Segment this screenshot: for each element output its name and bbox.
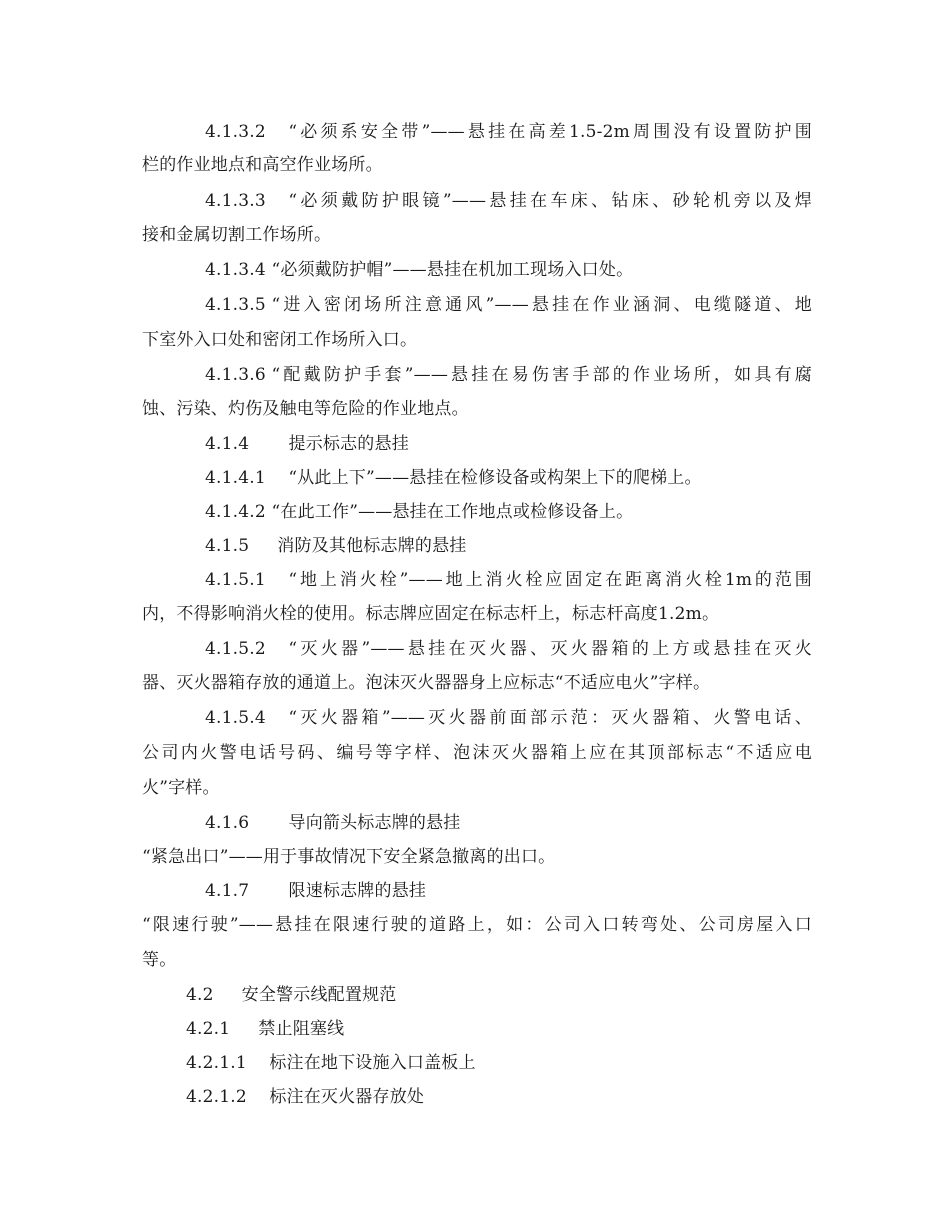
paragraph-text: “在此工作”——悬挂在工作地点或检修设备上。 (271, 502, 634, 522)
paragraph-line (142, 672, 812, 694)
section-number: 4.1.4.2 (205, 502, 266, 522)
paragraph-line (142, 224, 812, 246)
paragraph-line (186, 1086, 812, 1108)
paragraph-text: “从此上下”——悬挂在检修设备或构架上下的爬梯上。 (288, 468, 702, 488)
section-number: 4.2.1 (186, 1019, 231, 1039)
paragraph-text: “地上消火栓”——地上消火栓应固定在距离消火栓1m的范围 (288, 570, 812, 590)
section-number: 4.2.1.2 (186, 1087, 247, 1107)
heading-text: 限速标志牌的悬挂 (288, 881, 427, 901)
paragraph-line (142, 154, 812, 176)
paragraph-text: “配戴防护手套”——悬挂在易伤害手部的作业场所，如具有腐 (271, 365, 812, 385)
section-number: 4.1.3.2 (205, 122, 266, 142)
section-heading (186, 984, 812, 1006)
paragraph-line (142, 914, 812, 936)
section-heading (186, 1018, 812, 1040)
section-heading (205, 880, 812, 902)
paragraph-line (205, 294, 812, 316)
paragraph-text: 接和金属切割工作场所。 (142, 225, 332, 245)
paragraph-line (205, 569, 812, 591)
section-number: 4.1.3.3 (205, 191, 266, 211)
paragraph-line (186, 1052, 812, 1074)
paragraph-text: “必须系安全带”——悬挂在高差1.5-2m周围没有设置防护围 (288, 122, 812, 142)
paragraph-text: “必须戴防护眼镜”——悬挂在车床、钻床、砂轮机旁以及焊 (288, 191, 812, 211)
paragraph-line (205, 638, 812, 660)
section-number: 4.1.3.6 (205, 365, 266, 385)
heading-text: 禁止阻塞线 (258, 1019, 345, 1039)
section-number: 4.2 (186, 985, 214, 1005)
paragraph-text: 栏的作业地点和高空作业场所。 (142, 155, 383, 175)
section-number: 4.1.3.5 (205, 295, 266, 315)
paragraph-line (205, 501, 812, 523)
paragraph-text: “灭火器”——悬挂在灭火器、灭火器箱的上方或悬挂在灭火 (288, 639, 812, 659)
paragraph-line (142, 846, 812, 868)
paragraph-text: 器、灭火器箱存放的通道上。泡沫灭火器器身上应标志“不适应电火”字样。 (142, 673, 711, 693)
heading-text: 消防及其他标志牌的悬挂 (277, 536, 467, 556)
paragraph-text: 火”字样。 (142, 778, 220, 798)
heading-text: 提示标志的悬挂 (288, 434, 409, 454)
paragraph-text: “紧急出口”——用于事故情况下安全紧急撤离的出口。 (142, 847, 556, 867)
paragraph-text: 蚀、污染、灼伤及触电等危险的作业地点。 (142, 399, 469, 419)
paragraph-line (205, 364, 812, 386)
paragraph-text: 等。 (142, 950, 177, 970)
paragraph-text: 公司内火警电话号码、编号等字样、泡沫灭火器箱上应在其顶部标志“不适应电 (142, 743, 812, 763)
paragraph-line (142, 398, 812, 420)
section-number: 4.1.4.1 (205, 468, 266, 488)
section-number: 4.1.5 (205, 536, 250, 556)
paragraph-line (205, 259, 812, 281)
paragraph-line (142, 603, 812, 625)
paragraph-line (205, 467, 812, 489)
section-heading (205, 812, 812, 834)
section-number: 4.2.1.1 (186, 1053, 247, 1073)
heading-text: 安全警示线配置规范 (241, 985, 397, 1005)
paragraph-text: 标注在地下设施入口盖板上 (269, 1053, 476, 1073)
section-number: 4.1.5.2 (205, 639, 266, 659)
paragraph-line (142, 329, 812, 351)
paragraph-line (142, 949, 812, 971)
section-number: 4.1.3.4 (205, 260, 266, 280)
paragraph-text: “灭火器箱”——灭火器前面部示范：灭火器箱、火警电话、 (288, 708, 812, 728)
paragraph-text: “进入密闭场所注意通风”——悬挂在作业涵洞、电缆隧道、地 (271, 295, 812, 315)
section-number: 4.1.5.1 (205, 570, 266, 590)
paragraph-text: 标注在灭火器存放处 (269, 1087, 425, 1107)
section-heading (205, 535, 812, 557)
section-number: 4.1.4 (205, 434, 250, 454)
paragraph-text: 下室外入口处和密闭工作场所入口。 (142, 330, 418, 350)
paragraph-line (205, 707, 812, 729)
paragraph-line (142, 777, 812, 799)
paragraph-line (142, 742, 812, 764)
section-number: 4.1.5.4 (205, 708, 266, 728)
section-number: 4.1.6 (205, 813, 250, 833)
section-heading (205, 433, 812, 455)
paragraph-text: “限速行驶”——悬挂在限速行驶的道路上，如：公司入口转弯处、公司房屋入口 (142, 915, 812, 935)
paragraph-text: 内，不得影响消火栓的使用。标志牌应固定在标志杆上，标志杆高度1.2m。 (142, 604, 720, 624)
heading-text: 导向箭头标志牌的悬挂 (288, 813, 461, 833)
section-number: 4.1.7 (205, 881, 250, 901)
paragraph-text: “必须戴防护帽”——悬挂在机加工现场入口处。 (271, 260, 634, 280)
paragraph-line (205, 190, 812, 212)
paragraph-line (205, 121, 812, 143)
